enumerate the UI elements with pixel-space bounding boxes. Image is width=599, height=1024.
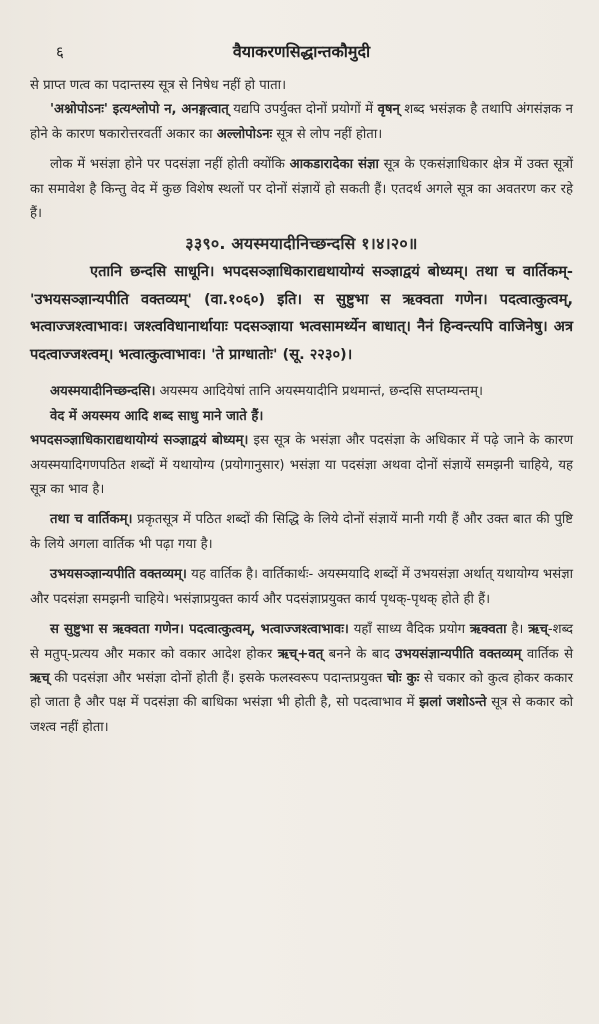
- explanation-5: उभयसञ्ज्ञान्यपीति वक्तव्यम्। यह वार्तिक है। वार्तिकार्थः- अयस्मयादि शब्दों में उभयसंज्ञा अर्थात् यथायोग्य भसंज्ञा और पदसंज्ञा समझनी चाहिये। भसंज्ञाप्रयुक्त कार्य और पदसंज्ञाप्रयुक्त कार्य पृथक्-पृथक् होते ही हैं।: [30, 567, 573, 607]
- page-header: [30, 38, 573, 68]
- explanation-6: स सुष्टुभा स ऋक्वता गणेन। पदत्वात्कुत्वम्, भत्वाज्जश्त्वाभावः। यहाँ साध्य वैदिक प्रयोग ऋक्वता है। ऋच्-शब्द से मतुप्-प्रत्यय और मकार को वकार आदेश होकर ऋच्+वत् बनने के बाद उभयसंज्ञान्यपीति वक्तव्यम् वार्तिक से ऋच् की पदसंज्ञा और भसंज्ञा दोनों होती हैं। इसके फलस्वरूप पदान्तप्रयुक्त चोः कुः से चकार को कुत्व होकर ककार हो जाता है और पक्ष में पदसंज्ञा की बाधिका भसंज्ञा भी होती है, सो पदत्वाभाव में झलां जशोऽन्ते सूत्र से ककार को जश्त्व नहीं होता।: [30, 622, 574, 735]
- quote-ashlopa: 'अश्नोपोऽनः' इत्यश्लोपो न, अनङ्गत्वात्: [50, 102, 229, 118]
- term-akadara: आकडारादेका संज्ञा: [289, 157, 379, 173]
- page-number: ६: [56, 43, 64, 61]
- explanation-1: अयस्मयादीनिच्छन्दसि। अयस्मय आदियेषां तानि अयस्मयादीनि प्रथमान्तं, छन्दसि सप्तम्यन्तम्।: [50, 384, 483, 400]
- term-allopa: अल्लोपोऽनः: [216, 126, 273, 142]
- paragraph-3: लोक में भसंज्ञा होने पर पदसंज्ञा नहीं होती क्योंकि आकडारादेका संज्ञा सूत्र के एकसंज्ञाधिकार क्षेत्र में उक्त सूत्रों का समावेश है किन्तु वेद में कुछ विशेष स्थलों पर दोनों संज्ञायें हो सकती हैं। एतदर्थ अगले सूत्र का अवतरण कर रहे हैं।: [30, 157, 574, 222]
- sanskrit-commentary: एतानि छन्दसि साधूनि। भपदसञ्ज्ञाधिकाराद्यथायोग्यं सञ्ज्ञाद्वयं बोध्यम्। तथा च वार्तिकम्- 'उभयसञ्ज्ञान्यपीति वक्तव्यम्' (वा.१०६०) इति। स सुष्टुभा स ऋक्वता गणेन। पदत्वात्कुत्वम्, भत्वाज्जश्त्वाभावः। जश्त्वविधानार्थायाः पदसञ्ज्ञाया भत्वसामर्थ्येन बाधात्। नैनं हिन्वन्त्यपि वाजिनेषु। अत्र पदत्वाज्जश्त्वम्। भत्वात्कुत्वाभावः। 'ते प्राग्धातोः' (सू. २२३०)।: [30, 263, 573, 363]
- paragraph-1: से प्राप्त णत्व का पदान्तस्य सूत्र से निषेध नहीं हो पाता।: [30, 78, 287, 93]
- sutra-heading: ३३९०. अयस्मयादीनिच्छन्दसि १।४।२०॥: [185, 234, 418, 254]
- explanation-4: तथा च वार्तिकम्। प्रकृतसूत्र में पठित शब्दों की सिद्धि के लिये दोनों संज्ञायें मानी गयी हैं और उक्त बात की पुष्टि के लिये अगला वार्तिक भी पढ़ा गया है।: [30, 512, 573, 552]
- paragraph-2: 'अश्नोपोऽनः' इत्यश्लोपो न, अनङ्गत्वात् यद्यपि उपर्युक्त दोनों प्रयोगों में वृषन् शब्द भसंज्ञक है तथापि अंगसंज्ञक न होने के कारण षकारोत्तरवर्ती अकार का अल्लोपोऽनः सूत्र से लोप नहीं होता।: [30, 102, 573, 142]
- explanation-3: भपदसञ्ज्ञाधिकाराद्यथायोग्यं सञ्ज्ञाद्वयं बोध्यम्। इस सूत्र के भसंज्ञा और पदसंज्ञा के अधिकार में पढ़े जाने के कारण अयस्मयादिगणपठित शब्दों में यथायोग्य (प्रयोगानुसार) भसंज्ञा या पदसंज्ञा अथवा दोनों संज्ञायें समझनी चाहिये, यह सूत्र का भाव है।: [30, 433, 573, 498]
- explanation-2: वेद में अयस्मय आदि शब्द साधु माने जाते हैं।: [50, 408, 264, 424]
- term-vrishan: वृषन्: [377, 102, 400, 118]
- running-title: वैयाकरणसिद्धान्तकौमुदी: [232, 42, 371, 61]
